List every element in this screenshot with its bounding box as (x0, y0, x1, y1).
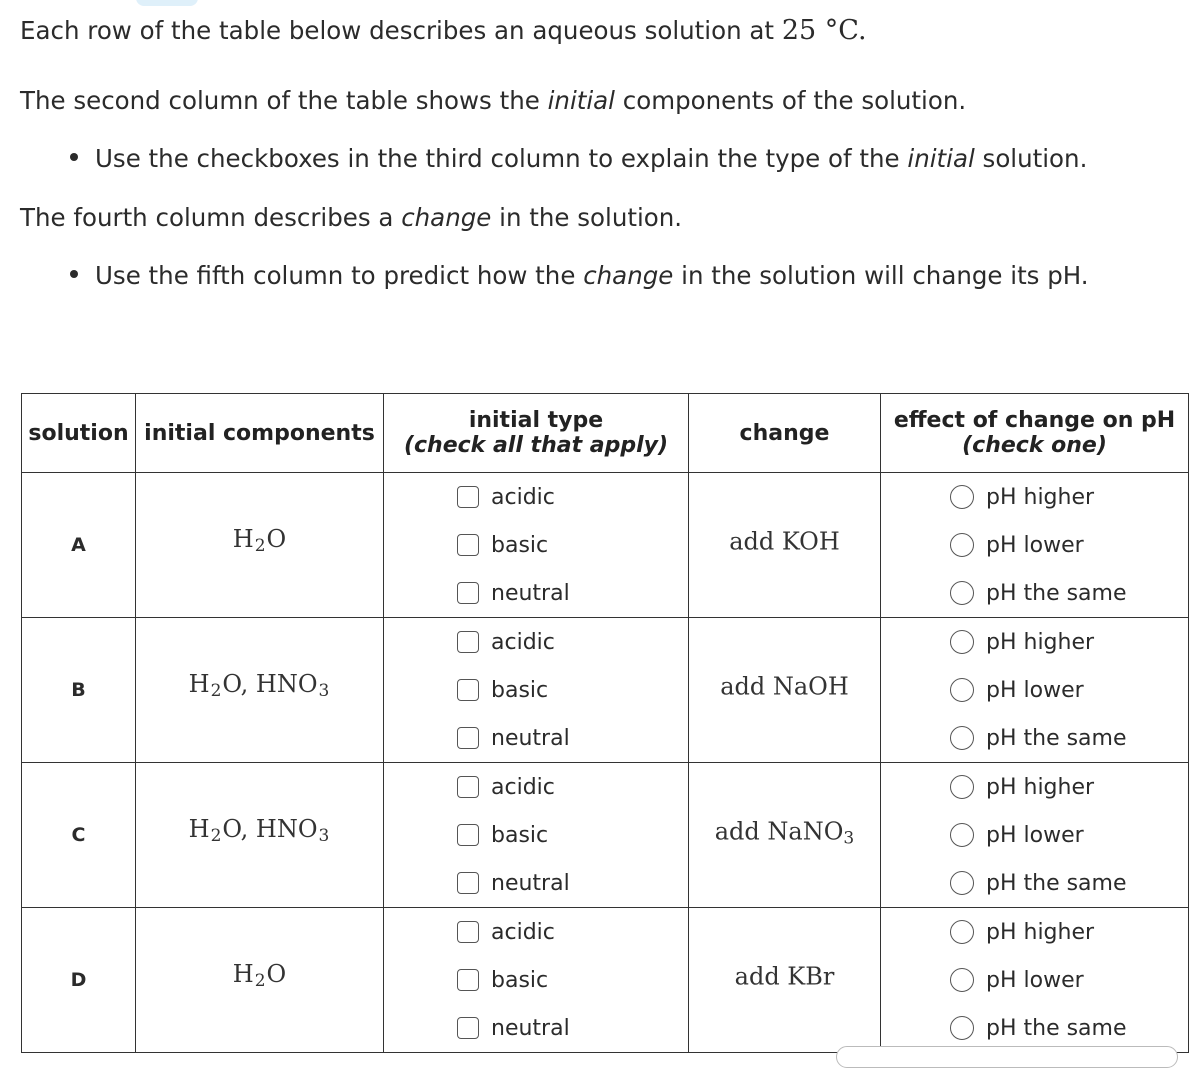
radio-ph-higher[interactable] (950, 775, 974, 799)
radio-ph-lower[interactable] (950, 823, 974, 847)
type-option-basic[interactable] (384, 811, 688, 859)
bullet2-text-b: in the solution will change its pH. (673, 261, 1089, 290)
type-option-neutral[interactable] (384, 1004, 688, 1052)
type-option-acidic[interactable] (384, 473, 688, 521)
bottom-button-edge[interactable] (836, 1046, 1178, 1068)
type-option-label: acidic (491, 919, 555, 945)
bullet1-emphasis: initial (907, 144, 975, 173)
formula-subscript: 2 (210, 681, 222, 701)
solution-letter: C (22, 763, 136, 908)
effect-cell (881, 618, 1189, 763)
header-solution: solution (22, 394, 136, 473)
effect-option-label: pH the same (986, 870, 1127, 896)
change-text (689, 817, 880, 849)
type-option-acidic[interactable] (384, 618, 688, 666)
type-option-neutral[interactable] (384, 714, 688, 762)
checkbox-basic[interactable] (457, 824, 479, 846)
header-type-note: (check all that apply) (403, 433, 669, 458)
effect-option-ph-the-same[interactable] (881, 1004, 1188, 1052)
header-change: change (689, 394, 881, 473)
header-type (384, 394, 689, 473)
formula-text: add KOH (729, 527, 840, 556)
checkbox-acidic[interactable] (457, 921, 479, 943)
effect-option-label: pH higher (986, 629, 1095, 655)
checkbox-acidic[interactable] (457, 776, 479, 798)
top-tab-indicator (136, 0, 198, 6)
change-cell (689, 908, 881, 1053)
type-option-neutral[interactable] (384, 569, 688, 617)
change-text (689, 528, 880, 556)
effect-cell (881, 763, 1189, 908)
initial-type-cell (384, 908, 689, 1053)
effect-option-ph-lower[interactable] (881, 811, 1188, 859)
effect-option-ph-higher[interactable] (881, 473, 1188, 521)
table-row (22, 908, 1189, 1053)
change-cell (689, 763, 881, 908)
checkbox-neutral[interactable] (457, 1017, 479, 1039)
effect-option-label: pH higher (986, 484, 1095, 510)
formula-subscript: 3 (318, 681, 330, 701)
radio-ph-the-same[interactable] (950, 726, 974, 750)
effect-cell (881, 473, 1189, 618)
radio-ph-the-same[interactable] (950, 581, 974, 605)
solution-letter: D (22, 908, 136, 1053)
type-option-label: basic (491, 532, 549, 558)
table-body (22, 473, 1189, 1053)
temperature: 25 °C. (781, 15, 867, 46)
checkbox-basic[interactable] (457, 969, 479, 991)
effect-option-ph-the-same[interactable] (881, 859, 1188, 907)
radio-ph-lower[interactable] (950, 968, 974, 992)
line2-text-a: The second column of the table shows the (20, 86, 548, 115)
formula-text: add NaNO (714, 817, 844, 846)
header-effect-note: (check one) (962, 433, 1107, 458)
effect-option-ph-higher[interactable] (881, 908, 1188, 956)
type-option-label: neutral (491, 1015, 570, 1041)
bullet2-text-a: Use the fifth column to predict how the (95, 261, 584, 290)
effect-option-label: pH lower (986, 822, 1084, 848)
bullet1-text-b: solution. (974, 144, 1088, 173)
formula-text: add NaOH (720, 672, 849, 701)
line3-emphasis: change (401, 203, 492, 232)
type-option-label: acidic (491, 629, 555, 655)
radio-ph-higher[interactable] (950, 630, 974, 654)
effect-option-ph-lower[interactable] (881, 956, 1188, 1004)
checkbox-basic[interactable] (457, 534, 479, 556)
line2-emphasis: initial (547, 86, 615, 115)
type-option-neutral[interactable] (384, 859, 688, 907)
type-option-acidic[interactable] (384, 763, 688, 811)
line2-text-b: components of the solution. (614, 86, 967, 115)
formula-subscript: 3 (318, 826, 330, 846)
line3-text-b: in the solution. (491, 203, 683, 232)
bullet-dot-icon (70, 270, 78, 278)
bullet-2 (70, 261, 1089, 290)
formula-subscript: 3 (843, 828, 855, 849)
intro-line-1 (20, 15, 867, 46)
type-option-acidic[interactable] (384, 908, 688, 956)
formula-text: H (188, 815, 210, 843)
initial-type-cell (384, 763, 689, 908)
effect-option-label: pH lower (986, 677, 1084, 703)
solutions-table (21, 393, 1189, 1053)
formula-text: H (188, 670, 210, 698)
effect-option-ph-the-same[interactable] (881, 714, 1188, 762)
checkbox-neutral[interactable] (457, 727, 479, 749)
header-effect (881, 394, 1189, 473)
formula-text: O, HNO (222, 670, 318, 698)
intro-line-2 (20, 86, 966, 115)
type-option-label: acidic (491, 484, 555, 510)
initial-type-cell (384, 473, 689, 618)
initial-components (136, 473, 384, 618)
checkbox-basic[interactable] (457, 679, 479, 701)
formula-subscript: 2 (254, 536, 266, 556)
formula-subscript: 2 (254, 971, 266, 991)
effect-option-ph-higher[interactable] (881, 763, 1188, 811)
radio-ph-the-same[interactable] (950, 1016, 974, 1040)
checkbox-acidic[interactable] (457, 486, 479, 508)
solution-letter: A (22, 473, 136, 618)
type-option-label: basic (491, 967, 549, 993)
header-type-title: initial type (468, 408, 604, 433)
header-components: initial components (136, 394, 384, 473)
effect-option-ph-the-same[interactable] (881, 569, 1188, 617)
effect-option-label: pH the same (986, 1015, 1127, 1041)
type-option-label: neutral (491, 870, 570, 896)
effect-cell (881, 908, 1189, 1053)
solution-letter: B (22, 618, 136, 763)
checkbox-neutral[interactable] (457, 872, 479, 894)
radio-ph-lower[interactable] (950, 678, 974, 702)
bullet1-text-a: Use the checkboxes in the third column to explain the type of the (95, 144, 908, 173)
type-option-basic[interactable] (384, 956, 688, 1004)
type-option-label: neutral (491, 580, 570, 606)
checkbox-acidic[interactable] (457, 631, 479, 653)
effect-option-label: pH the same (986, 725, 1127, 751)
formula-text: H (232, 525, 254, 553)
formula-text: H (232, 960, 254, 988)
bullet2-emphasis: change (583, 261, 674, 290)
radio-ph-the-same[interactable] (950, 871, 974, 895)
effect-option-ph-lower[interactable] (881, 521, 1188, 569)
type-option-label: basic (491, 677, 549, 703)
effect-option-ph-higher[interactable] (881, 618, 1188, 666)
type-option-label: acidic (491, 774, 555, 800)
effect-option-ph-lower[interactable] (881, 666, 1188, 714)
type-option-label: basic (491, 822, 549, 848)
intro-line-3 (20, 203, 682, 232)
formula-text: add KBr (734, 962, 835, 991)
initial-components (136, 618, 384, 763)
change-cell (689, 618, 881, 763)
change-cell (689, 473, 881, 618)
table-row (22, 618, 1189, 763)
type-option-label: neutral (491, 725, 570, 751)
radio-ph-lower[interactable] (950, 533, 974, 557)
type-option-basic[interactable] (384, 521, 688, 569)
effect-option-label: pH the same (986, 580, 1127, 606)
bullet-1 (70, 144, 1087, 173)
type-option-basic[interactable] (384, 666, 688, 714)
formula-subscript: 2 (210, 826, 222, 846)
intro-text: Each row of the table below describes an aqueous solution at (20, 16, 782, 45)
table-row (22, 763, 1189, 908)
table-row (22, 473, 1189, 618)
effect-option-label: pH lower (986, 532, 1084, 558)
radio-ph-higher[interactable] (950, 485, 974, 509)
header-effect-title: effect of change on pH (893, 408, 1176, 433)
change-text (689, 963, 880, 991)
change-text (689, 673, 880, 701)
effect-option-label: pH higher (986, 774, 1095, 800)
bullet-dot-icon (70, 153, 78, 161)
formula-text: O (266, 525, 287, 553)
effect-option-label: pH higher (986, 919, 1095, 945)
checkbox-neutral[interactable] (457, 582, 479, 604)
initial-components (136, 908, 384, 1053)
radio-ph-higher[interactable] (950, 920, 974, 944)
formula-text: O (266, 960, 287, 988)
initial-type-cell (384, 618, 689, 763)
initial-components (136, 763, 384, 908)
formula-text: O, HNO (222, 815, 318, 843)
line3-text-a: The fourth column describes a (20, 203, 402, 232)
effect-option-label: pH lower (986, 967, 1084, 993)
